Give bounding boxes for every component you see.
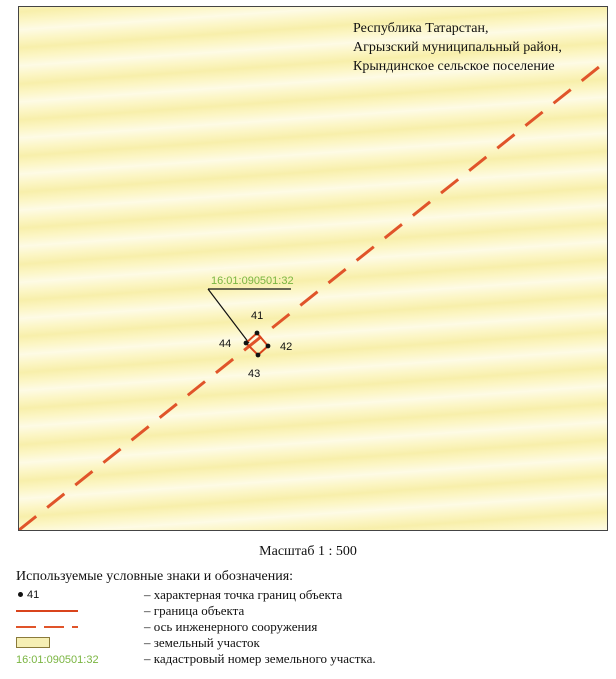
map-canvas [19,7,608,531]
dashed-line-icon [16,626,78,628]
legend-symbol-point [16,587,136,603]
legend-point-number: 41 [27,589,40,601]
region-line-settlement: Крындинское сельское поселение [353,59,555,74]
legend-desc-boundary: – граница объекта [144,603,245,618]
point-41-marker [255,331,260,336]
legend-desc-cadastral: – кадастровый номер земельного участка. [144,651,376,666]
legend-item-boundary [16,603,606,619]
object-boundary [246,333,268,355]
point-marker-icon [18,592,23,597]
cadastral-number-label: 16:01:090501:32 [211,275,294,287]
point-42-marker [266,344,271,349]
point-43-label: 43 [248,368,261,380]
region-line-republic: Республика Татарстан, [353,21,489,36]
engineering-axis-line [19,59,608,530]
legend-desc-axis: – ось инженерного сооружения [144,619,318,634]
legend-symbol-parcel [16,635,136,651]
legend-item-axis [16,619,606,635]
legend-title: Используемые условные знаки и обозначения: [16,569,294,584]
legend-item-point [16,587,606,603]
region-label [353,19,583,76]
cadastral-leader-line [208,289,249,343]
legend-desc-parcel: – земельный участок [144,635,260,650]
point-41-label: 41 [251,310,264,322]
map-scale: Масштаб 1 : 500 [259,544,357,559]
region-line-district: Агрызский муниципальный район, [353,40,562,55]
solid-line-icon [16,610,78,612]
legend-cadastral-sample: 16:01:090501:32 [16,654,99,666]
legend-item-parcel [16,635,606,651]
point-42-label: 42 [280,341,293,353]
legend-desc-point: – характерная точка границ объекта [144,587,343,602]
parcel-swatch-icon [16,637,50,648]
legend-symbol-boundary [16,603,136,619]
point-44-marker [244,341,249,346]
legend-symbol-cadastral [16,651,136,667]
point-43-marker [256,353,261,358]
point-44-label: 44 [219,338,232,350]
legend-symbol-axis [16,619,136,635]
map-frame [18,6,608,531]
legend-item-cadastral [16,651,606,667]
